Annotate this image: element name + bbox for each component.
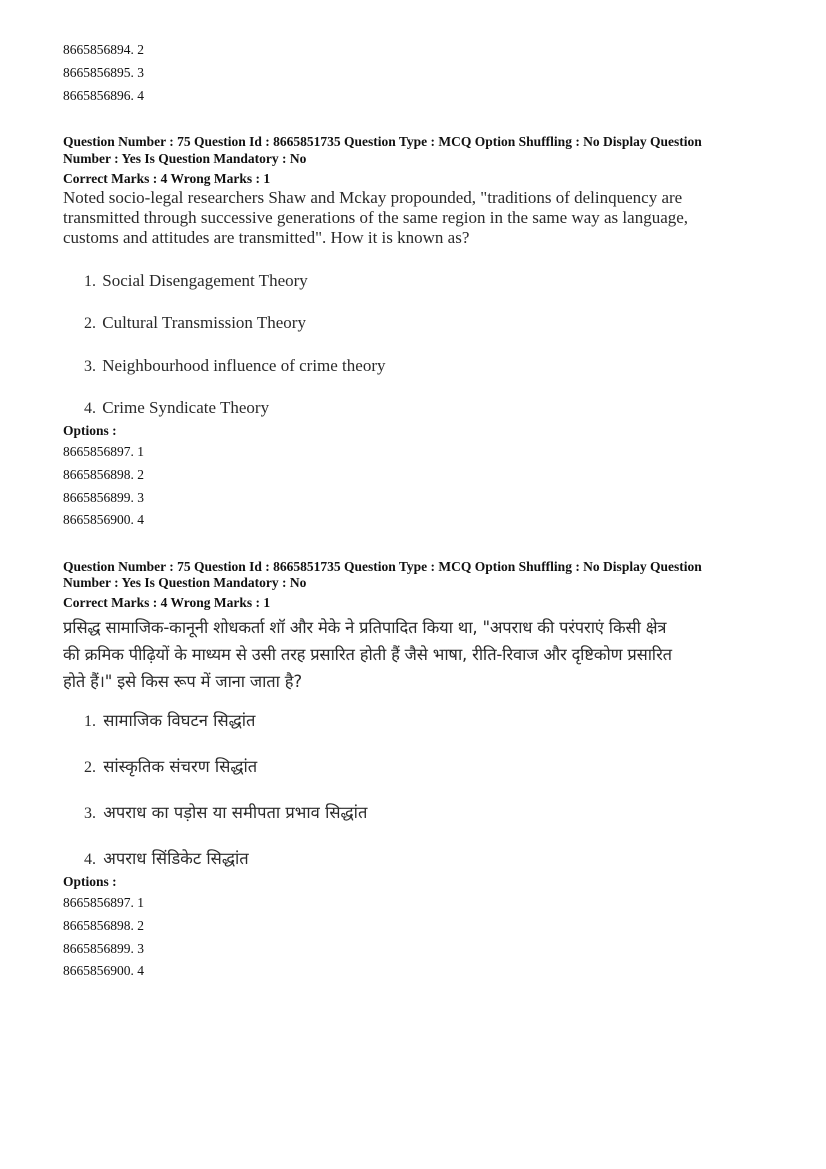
option-id-line: 8665856896. 4 <box>63 88 144 103</box>
choice-label: Cultural Transmission Theory <box>102 313 306 332</box>
choice-number: 4. <box>84 400 96 417</box>
option-id-line: 8665856898. 2 <box>63 467 144 482</box>
question-text-line: प्रसिद्ध सामाजिक-कानूनी शोधकर्ता शॉ और मेके ने प्रतिपादित किया था, "अपराध की परंपराएं किसी क्षेत्र <box>63 618 667 637</box>
answer-choice <box>84 710 255 733</box>
option-id-line: 8665856899. 3 <box>63 490 144 505</box>
choice-number: 4. <box>84 851 96 868</box>
options-label: Options : <box>63 423 117 438</box>
choice-number: 1. <box>84 273 96 290</box>
question-text-en <box>63 188 783 248</box>
option-id-line: 8665856895. 3 <box>63 65 144 80</box>
question-marks: Correct Marks : 4 Wrong Marks : 1 <box>63 171 271 186</box>
choice-number: 3. <box>84 805 96 822</box>
answer-choice <box>84 270 308 293</box>
choice-label: अपराध का पड़ोस या समीपता प्रभाव सिद्धांत <box>103 803 368 822</box>
choice-label: Social Disengagement Theory <box>102 271 308 290</box>
question-meta-line: Question Number : 75 Question Id : 8665851735 Question Type : MCQ Option Shuffling : No Display Question <box>63 559 702 574</box>
question-text-hi <box>63 614 783 695</box>
option-id-line: 8665856897. 1 <box>63 895 144 910</box>
question-text-line: transmitted through successive generations of the same region in the same way as language, <box>63 208 689 227</box>
answer-choice <box>84 397 269 420</box>
question-meta-line: Number : Yes Is Question Mandatory : No <box>63 575 307 590</box>
answer-choice <box>84 312 306 335</box>
question-text-line: customs and attitudes are transmitted". How it is known as? <box>63 228 470 247</box>
choice-number: 1. <box>84 713 96 730</box>
choice-label: Neighbourhood influence of crime theory <box>102 356 386 375</box>
answer-choice <box>84 756 257 779</box>
option-id-line: 8665856900. 4 <box>63 512 144 527</box>
answer-choice <box>84 848 249 871</box>
option-id-line: 8665856898. 2 <box>63 918 144 933</box>
question-text-line: होते हैं।" इसे किस रूप में जाना जाता है? <box>63 672 302 691</box>
choice-label: अपराध सिंडिकेट सिद्धांत <box>103 849 249 868</box>
choice-label: Crime Syndicate Theory <box>102 398 270 417</box>
question-meta-line: Number : Yes Is Question Mandatory : No <box>63 151 307 166</box>
answer-choice <box>84 355 386 378</box>
question-text-line: Noted socio-legal researchers Shaw and Mckay propounded, "traditions of delinquency are <box>63 188 683 207</box>
choice-number: 2. <box>84 315 96 332</box>
options-label: Options : <box>63 874 117 889</box>
answer-choice <box>84 802 367 825</box>
question-meta-line: Question Number : 75 Question Id : 8665851735 Question Type : MCQ Option Shuffling : No Display Question <box>63 134 702 149</box>
option-id-line: 8665856894. 2 <box>63 42 144 57</box>
choice-number: 3. <box>84 358 96 375</box>
option-id-line: 8665856899. 3 <box>63 941 144 956</box>
choice-label: सामाजिक विघटन सिद्धांत <box>103 711 256 730</box>
option-id-line: 8665856900. 4 <box>63 963 144 978</box>
question-marks: Correct Marks : 4 Wrong Marks : 1 <box>63 595 271 610</box>
choice-label: सांस्कृतिक संचरण सिद्धांत <box>103 757 258 776</box>
choice-number: 2. <box>84 759 96 776</box>
option-id-line: 8665856897. 1 <box>63 444 144 459</box>
question-text-line: की क्रमिक पीढ़ियों के माध्यम से उसी तरह प्रसारित होती हैं जैसे भाषा, रीति-रिवाज और दृष्टिकोण प्रसारित <box>63 645 672 664</box>
